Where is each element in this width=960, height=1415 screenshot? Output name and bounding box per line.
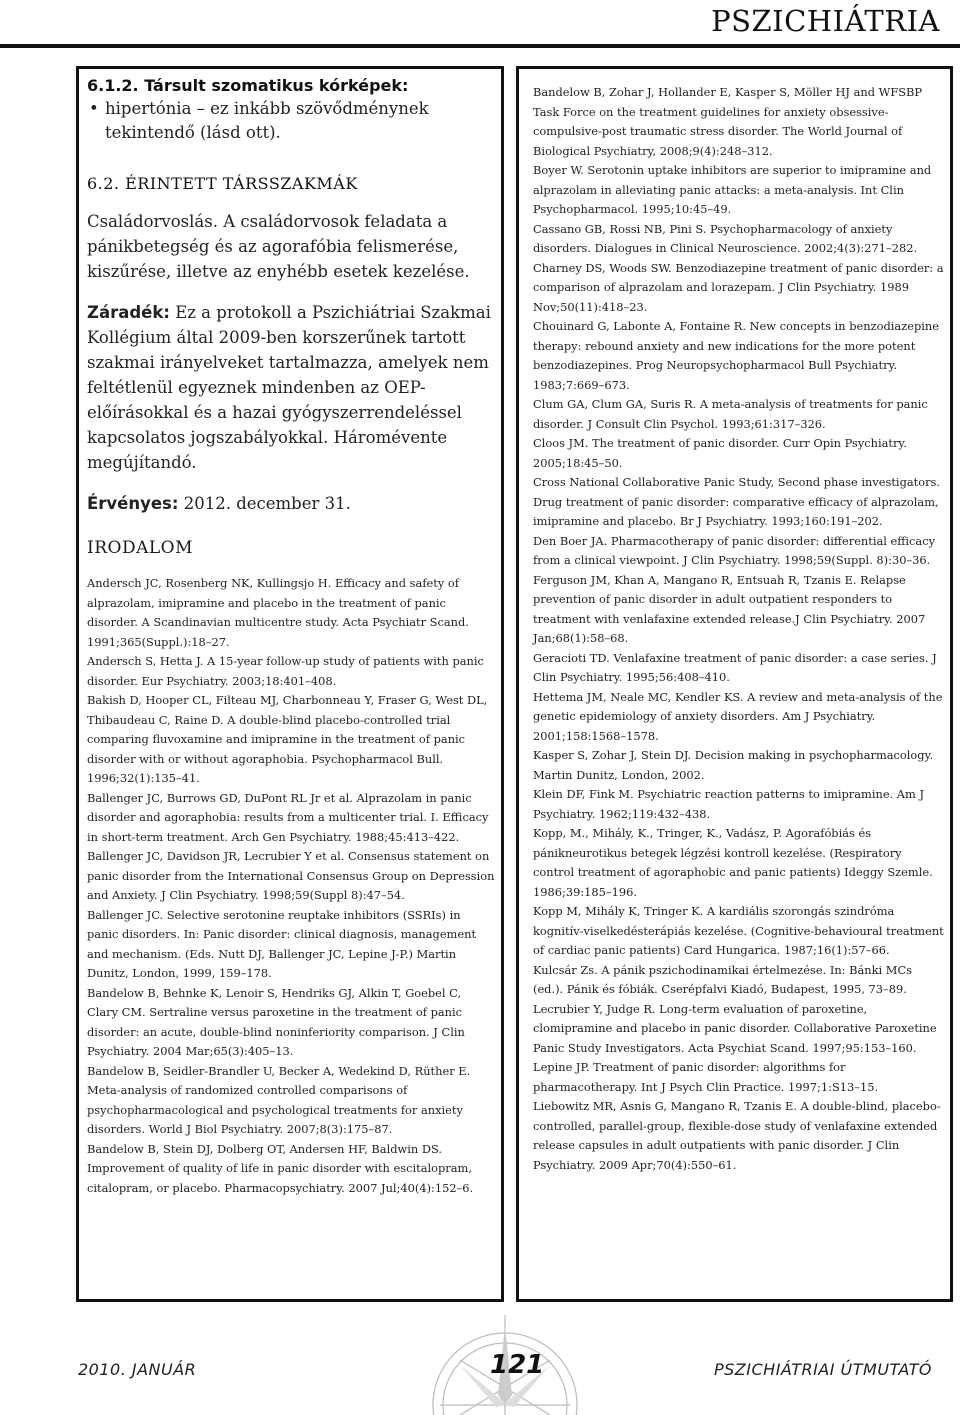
reference-item: Chouinard G, Labonte A, Fontaine R. New concepts in benzodiazepine therapy: rebound anxiety and new indications for the more potent benzodiazepines. Prog Neuropsychopharmacol Bull Psychiatry. 1983;7:669–673. (533, 319, 939, 392)
reference-item: Hettema JM, Neale MC, Kendler KS. A review and meta-analysis of the genetic epidemiology of anxiety disorders. Am J Psychiatry. 2001;158:1568–1578. (533, 689, 943, 743)
reference-item: Cross National Collaborative Panic Study, Second phase investigators. Drug treatment of panic disorder: comparative efficacy of alprazolam, imipramine and placebo. Br J Psychiatry. 1993;160:191–202. (533, 475, 941, 528)
clause-paragraph (87, 300, 495, 475)
reference-item: Ballenger JC, Burrows GD, DuPont RL Jr et al. Alprazolam in panic disorder and agoraphobia: results from a multicenter trial. I. Efficacy in short-term treatment. Arch Gen Psychiatry. 1988;45:413–422. (87, 790, 489, 844)
validity-line (87, 491, 495, 516)
footer-publication: PSZICHIÁTRIAI ÚTMUTATÓ (714, 1360, 932, 1379)
reference-item: Klein DF, Fink M. Psychiatric reaction patterns to imipramine. Am J Psychiatry. 1962;119:432–438. (533, 787, 925, 821)
reference-item: Bandelow B, Zohar J, Hollander E, Kasper S, Möller HJ and WFSBP Task Force on the treatment guidelines for anxiety obsessive-compulsive-post traumatic stress disorder. The World Journal of Biological Psychiatry, 2008;9(4):248–312. (533, 85, 923, 158)
reference-item: Bandelow B, Stein DJ, Dolberg OT, Andersen HF, Baldwin DS. Improvement of quality of life in panic disorder with escitalopram, citalopram, or placebo. Pharmacopsychiatry. 2007 Jul;40(4):152–6. (87, 1141, 474, 1195)
right-reference-list (533, 83, 945, 1175)
reference-item: Kasper S, Zohar J, Stein DJ. Decision making in psychopharmacology. Martin Dunitz, London, 2002. (533, 748, 934, 782)
clause-text: Ez a protokoll a Pszichiátriai Szakmai Kollégium által 2009-ben korszerűnek tartott szakmai irányelveket tartalmazza, amelyek nem feltétlenül egyeznek mindenben az OEP-előírásokkal és a hazai gyógyszerrendeléssel kapcsolatos jogszabályokkal. Háromévente megújítandó. (87, 303, 491, 472)
reference-item: Lecrubier Y, Judge R. Long-term evaluation of paroxetine, clomipramine and placebo in panic disorder. Collaborative Paroxetine Panic Study Investigators. Acta Psychiat Scand. 1997;95:153–160. (533, 1001, 937, 1055)
reference-item: Andersch S, Hetta J. A 15-year follow-up study of patients with panic disorder. Eur Psychiatry. 2003;18:401–408. (87, 654, 484, 688)
left-column (87, 75, 495, 1198)
running-header (0, 0, 960, 42)
section-paragraph-family-medicine: Családorvoslás. A családorvosok feladata a pánikbetegség és az agorafóbia felismerése, kiszűrése, illetve az enyhébb esetek kezelése. (87, 212, 470, 281)
reference-item: Ferguson JM, Khan A, Mangano R, Entsuah R, Tzanis E. Relapse prevention of panic disorder in adult outpatient responders to treatment with venlafaxine extended release.J Clin Psychiatry. 2007 Jan;68(1):58–68. (533, 572, 926, 645)
clause-label: Záradék: (87, 303, 170, 322)
reference-item: Andersch JC, Rosenberg NK, Kullingsjo H. Efficacy and safety of alprazolam, imipramine and placebo in the treatment of panic disorder. A Scandinavian multicentre study. Acta Psychiatr Scand. 1991;365(Suppl.):18–27. (87, 576, 469, 649)
validity-label: Érvényes: (87, 494, 179, 513)
reference-item: Charney DS, Woods SW. Benzodiazepine treatment of panic disorder: a comparison of alprazolam and lorazepam. J Clin Psychiatry. 1989 Nov;50(11):418–23. (533, 260, 944, 314)
footer-date: 2010. JANUÁR (78, 1360, 197, 1379)
reference-item: Den Boer JA. Pharmacotherapy of panic disorder: differential efficacy from a clinical viewpoint. J Clin Psychiatry. 1998;59(Suppl. 8):30–36. (533, 533, 936, 567)
validity-date: 2012. december 31. (178, 494, 351, 513)
reference-item: Liebowitz MR, Asnis G, Mangano R, Tzanis E. A double-blind, placebo-controlled, parallel-group, flexible-dose study of venlafaxine extended release capsules in adult outpatients with panic disorder. J Clin Psychiatry. 2009 Apr;70(4):550–61. (533, 1099, 941, 1172)
reference-item: Cloos JM. The treatment of panic disorder. Curr Opin Psychiatry. 2005;18:45–50. (533, 436, 907, 470)
bullet-item-hipertonia: • hipertónia – ez inkább szövődménynek tekintendő (lásd ott). (87, 97, 495, 145)
reference-item: Geracioti TD. Venlafaxine treatment of panic disorder: a case series. J Clin Psychiatry. 1995;56:408–410. (533, 650, 937, 684)
page-number: 121 (490, 1350, 545, 1380)
bibliography-heading: IRODALOM (87, 538, 193, 558)
reference-item: Bandelow B, Seidler-Brandler U, Becker A, Wedekind D, Rüther E. Meta-analysis of randomized controlled comparisons of psychopharmacological and psychological treatments for anxiety disorders. World J Biol Psychiatry. 2007;8(3):175–87. (87, 1063, 471, 1136)
reference-item: Lepine JP. Treatment of panic disorder: algorithms for pharmacotherapy. Int J Psych Clin Practice. 1997;1:S13–15. (533, 1060, 879, 1094)
left-reference-list (87, 574, 495, 1198)
reference-item: Clum GA, Clum GA, Suris R. A meta-analysis of treatments for panic disorder. J Consult Clin Psychol. 1993;61:317–326. (533, 397, 928, 431)
reference-item: Boyer W. Serotonin uptake inhibitors are superior to imipramine and alprazolam in alleviating panic attacks: a meta-analysis. Int Clin Psychopharmacol. 1995;10:45–49. (533, 163, 932, 216)
journal-title: PSZICHIÁTRIA (711, 4, 940, 38)
reference-item: Ballenger JC, Davidson JR, Lecrubier Y et al. Consensus statement on panic disorder from the International Consensus Group on Depression and Anxiety. J Clin Psychiatry. 1998;59(Suppl 8):47–54. (87, 849, 495, 902)
header-rule (0, 44, 960, 48)
reference-item: Kulcsár Zs. A pánik pszichodinamikai értelmezése. In: Bánki MCs (ed.). Pánik és fóbiák. Cserépfalvi Kiadó, Budapest, 1995, 73–89. (533, 962, 913, 996)
reference-item: Ballenger JC. Selective serotonine reuptake inhibitors (SSRIs) in panic disorders. In: Panic disorder: clinical diagnosis, management and mechanism. (Eds. Nutt DJ, Ballenger JC, Lepine J-P.) Martin Dunitz, London, 1999, 159–178. (87, 907, 477, 980)
reference-item: Cassano GB, Rossi NB, Pini S. Psychopharmacology of anxiety disorders. Dialogues in Clinical Neuroscience. 2002;4(3):271–282. (533, 221, 918, 255)
reference-item: Kopp M, Mihály K, Tringer K. A kardiális szorongás szindróma kognitív-viselkedésterápiás kezelése. (Cognitive-behavioural treatment of cardiac panic patients) Card Hungarica. 1987;16(1):57–66. (533, 904, 944, 957)
right-column-frame (516, 66, 953, 1302)
left-column-frame (76, 66, 504, 1302)
reference-item: Kopp, M., Mihály, K., Tringer, K., Vadász, P. Agorafóbiás és pánikneurotikus betegek légzési kontroll kezelése. (Respiratory control treatment of agoraphobic and panic patients) Ideggy Szemle. 1986;39:185–196. (533, 826, 933, 899)
reference-item: Bandelow B, Behnke K, Lenoir S, Hendriks GJ, Alkin T, Goebel C, Clary CM. Sertraline versus paroxetine in the treatment of panic disorder: an acute, double-blind noninferiority comparison. J Clin Psychiatry. 2004 Mar;65(3):405–13. (87, 985, 465, 1058)
section-heading-6-2: 6.2. ÉRINTETT TÁRSSZAKMÁK (87, 174, 358, 193)
section-heading-6-1-2: 6.1.2. Társult szomatikus kórképek: (87, 76, 409, 95)
reference-item: Bakish D, Hooper CL, Filteau MJ, Charbonneau Y, Fraser G, West DL, Thibaudeau C, Raine D. A double-blind placebo-controlled trial comparing fluvoxamine and imipramine in the treatment of panic disorder with or without agoraphobia. Psychopharmacol Bull. 1996;32(1):135–41. (87, 693, 488, 785)
